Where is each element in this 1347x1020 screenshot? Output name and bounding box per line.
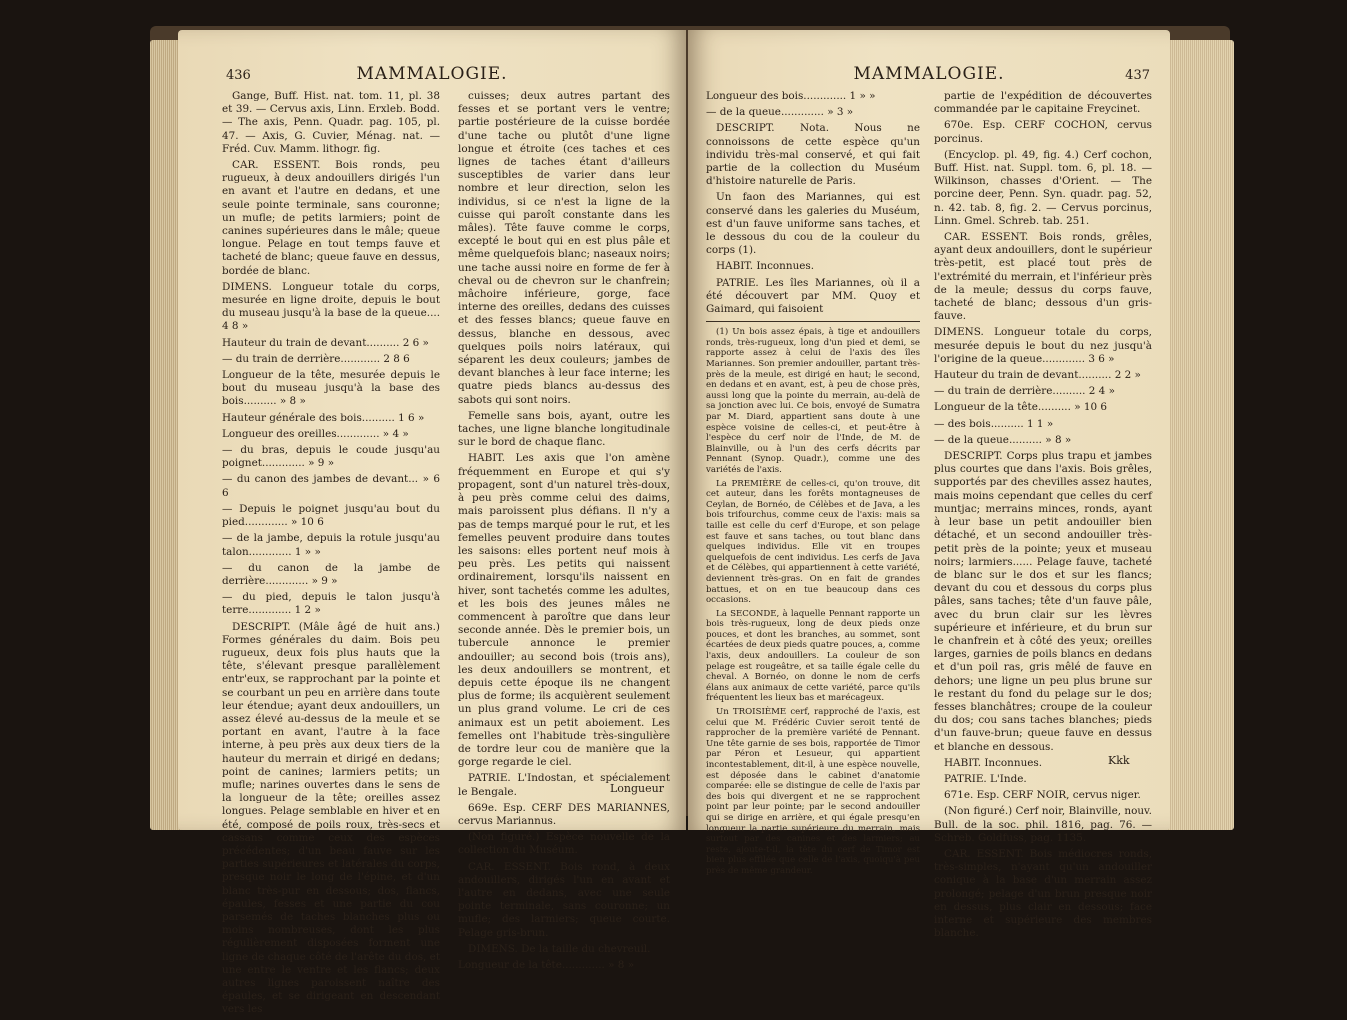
paragraph: 670e. Esp. CERF COCHON, cervus porcinus. <box>934 119 1152 145</box>
paragraph: partie de l'expédition de découvertes commandée par le capitaine Freycinet. <box>934 90 1152 116</box>
paragraph: Gange, Buff. Hist. nat. tom. 11, pl. 38 et 39. — Cervus axis, Linn. Erxleb. Bodd. — The axis, Penn. Quadr. pag. 105, pl. 47. — Axis, G. Cuvier, Ménag. nat. — Fréd. Cuv. Mamm. lithogr. fig. <box>222 90 440 155</box>
paragraph: cuisses; deux autres partant des fesses et se portant vers le ventre; partie postérieure de la cuisse bordée d'une tache ou plutôt d'une ligne longue et étroite (ces taches et ces lignes de taches étant d'ailleurs susceptibles de varier dans leur nombre et leur direction, selon les individus, si ce n'est la ligne de la cuisse qui paroît constante dans les mâles). Tête fauve comme le corps, excepté le bout qui en est plus pâle et même quelquefois blanc; naseaux noirs; une tache aussi noire en forme de fer à cheval ou de chevron sur le chanfrein; mâchoire inférieure, gorge, face interne des oreilles, dedans des cuisses et des fesses blancs; queue fauve en dessus, blanche en dessous, avec quelques poils noirs latéraux, qui séparent les deux couleurs; jambes de devant blanches à leur face interne; les quatre pieds blancs au-dessus des sabots qui sont noirs. <box>458 90 670 406</box>
left-column-2 <box>458 90 670 975</box>
right-page <box>688 30 1170 940</box>
paragraph: — de la queue............. » 3 » <box>706 106 854 119</box>
paragraph: — de la queue.......... » 8 » <box>934 433 1072 446</box>
paragraph: CAR. ESSENT. Bois médiocres ronds, très-simples, n'ayant qu'un andouiller conique à la base d'un merrain assez prolongé; pelage d'un brun presque noir en dessus, plus clair en dessous; face interne et supérieure des membres blanche. <box>934 847 1152 940</box>
paragraph: — de la jambe, depuis la rotule jusqu'au talon............. 1 » » <box>222 532 440 558</box>
paragraph: — des bois.......... 1 1 » <box>934 417 1054 430</box>
footnote-paragraph: (1) Un bois assez épais, à tige et andouillers ronds, très-rugueux, long d'un pied et demi, se rapporte assez à celui de l'axis des îles Mariannes. Son premier andouiller, partant très-près de la meule, est dirigé en haut; le second, en dedans et en avant, est, à peu de chose près, aussi long que la pointe du merrain, au-delà de sa jonction avec lui. Ce bois, envoyé de Sumatra par M. Diard, appartient sans doute à une espèce voisine de celles-ci, et peut-être à l'espèce du cerf noir de l'Inde, de M. de Blainville, ou à l'un des cerfs décrits par Pennant (Synop. Quadr.), comme une des variétés de l'axis. <box>706 327 920 475</box>
footnote-paragraph: La PREMIÈRE de celles-ci, qu'on trouve, dit cet auteur, dans les forêts montagneuses de Ceylan, de Bornéo, de Célèbes et de Java, a les bois trifourchus, comme ceux de l'axis: mais sa taille est celle du cerf d'Europe, et son pelage est fauve et sans taches, ou tout blanc dans quelques individus. Elle vit en troupes quelquefois de cent individus. Les cerfs de Java et de Célèbes, qui appartiennent à cette variété, deviennent très-gras. On en fait de grandes battues, et on en tue beaucoup dans ces occasions. <box>706 478 920 606</box>
paragraph: — du train de derrière............ 2 8 6 <box>222 352 410 365</box>
paragraph: — du canon des jambes de devant... » 6 6 <box>222 473 440 499</box>
paragraph: Hauteur du train de devant.......... 2 2 » <box>934 369 1141 382</box>
paragraph: HABIT. Inconnues. <box>944 756 1043 769</box>
paragraph: — Depuis le poignet jusqu'au bout du pied............. » 10 6 <box>222 502 440 529</box>
paragraph: DESCRIPT. Nota. Nous ne connoissons de cette espèce qu'un individu très-mal conservé, et qui fait partie de la collection du Muséum d'histoire naturelle de Paris. <box>706 122 920 188</box>
footnote <box>706 327 920 876</box>
running-head: MAMMALOGIE. <box>853 64 1005 84</box>
paragraph: PATRIE. Les îles Mariannes, où il a été découvert par MM. Quoy et Gaimard, qui faisoient <box>706 276 920 316</box>
paragraph: CAR. ESSENT. Bois ronds, grêles, ayant deux andouillers, dont le supérieur très-petit, est placé tout près de l'extrémité du merrain, et l'inférieur près de la meule; dessus du corps fauve, tacheté de blanc; dessous d'un gris-fauve. <box>934 231 1153 323</box>
paragraph: HABIT. Inconnues. <box>716 260 815 273</box>
left-page <box>178 30 686 1016</box>
right-column-2 <box>934 90 1152 943</box>
paragraph: (Non figuré.) Cerf noir, Blainville, nouv. Bull. de la soc. phil. 1816, pag. 76. — Schreb. Goldfuss, pag. 1135. <box>934 805 1152 844</box>
paragraph: Longueur des bois............. 1 » » <box>706 90 876 102</box>
paragraph: Hauteur générale des bois.......... 1 6 » <box>222 411 425 424</box>
page-number: 436 <box>226 68 251 83</box>
paragraph: PATRIE. L'Indostan, et spécialement le Bengale. <box>458 772 670 798</box>
paragraph: Femelle sans bois, ayant, outre les taches, une ligne blanche longitudinale sur le bord de chaque flanc. <box>458 409 670 449</box>
footnote-rule <box>706 321 920 322</box>
paragraph: 669e. Esp. CERF DES MARIANNES, cervus Mariannus. <box>458 801 670 827</box>
paragraph: — du pied, depuis le talon jusqu'à terre............. 1 2 » <box>222 591 440 617</box>
running-head: MAMMALOGIE. <box>356 64 508 84</box>
paragraph: — du canon de la jambe de derrière............. » 9 » <box>222 561 440 587</box>
paragraph: HABIT. Les axis que l'on amène fréquemment en Europe et qui s'y propagent, sont d'un naturel très-doux, à peu près comme celui des daims, mais paroissent plus défians. Il n'y a pas de temps marqué pour le rut, et les femelles peuvent produire dans toutes les saisons: elles portent neuf mois à peu près. Les petits qui naissent ordinairement, lorsqu'ils naissent en hiver, sont tachetés comme les adultes, et les bois des jeunes mâles ne commencent à paroître que dans leur seconde année. Dès le premier bois, un tubercule annonce le premier andouiller; au second bois (trois ans), les deux andouillers se montrent, et depuis cette époque ils ne changent plus de forme; ils acquièrent seulement un plus grand volume. Le cri de ces animaux est un petit aboiement. Les femelles ont l'habitude très-singulière de tordre leur cou de manière que la gorge regarde le ciel. <box>458 452 670 769</box>
paragraph: (Encyclop. pl. 49, fig. 4.) Cerf cochon, Buff. Hist. nat. Suppl. tom. 6, pl. 18. — Wilkinson, chasses d'Orient. — The porcine deer, Penn. Syn. quadr. pag. 52, n. 42. tab. 8, fig. 2. — Cervus porcinus, Linn. Gmel. Schreb. tab. 251. <box>934 148 1152 227</box>
paragraph: CAR. ESSENT. Bois rond, à deux andouillers, dirigés l'un en avant et l'autre en dedans, avec une seule pointe terminale, sans couronne; un mufle; des larmiers; queue courte. Pelage gris-brun. <box>458 860 670 939</box>
paragraph: — du bras, depuis le coude jusqu'au poignet............. » 9 » <box>222 444 440 470</box>
paragraph: DESCRIPT. Corps plus trapu et jambes plus courtes que dans l'axis. Bois grêles, supportés par des chevilles assez hautes, mais moins cependant que celles du cerf muntjac; merrains minces, ronds, ayant à leur base un petit andouiller bien détaché, et un second andouiller très-petit près de la pointe; yeux et museau noirs; larmiers...... Pelage fauve, tacheté de blanc sur le dos et sur les flancs; devant du cou et dessous du corps plus pâles, sans taches; tête d'un fauve pâle, avec du brun clair sur les lèvres supérieure et inférieure, et du brun sur le chanfrein et à côté des yeux; oreilles larges, garnies de poils blancs en dedans et d'un poil ras, gris mêlé de fauve en dehors; une ligne un peu plus brune sur le restant du fond du pelage sur le dos; fesses blanchâtres; croupe de la couleur du dos; cou sans taches blanches; pieds d'un fauve-brun; queue fauve en dessus et blanche en dessous. <box>934 450 1152 753</box>
right-column-1 <box>706 90 920 880</box>
signature-mark: Kkk <box>1108 754 1130 767</box>
paragraph: Hauteur du train de devant.......... 2 6 » <box>222 336 429 349</box>
paragraph: Longueur des oreilles............. » 4 » <box>222 427 409 440</box>
paragraph: Longueur de la tête, mesurée depuis le bout du museau jusqu'à la base des bois.......... » 8 » <box>222 369 440 408</box>
paragraph: — du train de derrière.......... 2 4 » <box>934 385 1115 398</box>
paragraph: 671e. Esp. CERF NOIR, cervus niger. <box>944 789 1141 802</box>
page-edges-right <box>1166 40 1234 830</box>
paragraph: Un faon des Mariannes, qui est conservé dans les galeries du Muséum, est d'un fauve uniforme sans taches, et le dessous du cou de la couleur du corps (1). <box>706 191 920 257</box>
paragraph: (Non figuré.) Espèce nouvelle de la collection du Muséum. <box>458 831 670 857</box>
footnote-paragraph: Un TROISIÈME cerf, rapproché de l'axis, est celui que M. Frédéric Cuvier seroit tenté de rapprocher de la première variété de Pennant. Une tête garnie de ses bois, rapportée de Timor par Péron et Lesueur, qui appartient incontestablement, dit-il, à une espèce nouvelle, est déposée dans le cabinet d'anatomie comparée: elle se distingue de celle de l'axis par des bois qui divergent et ne se rapprochent point par leur pointe; par le second andouiller qui se dirige en arrière, et qui égale presqu'en longueur la partie supérieure du merrain, mais surtout par des canines et des larmiers; au reste, ajoute-t-il, la tête du cerf de Timor est bien plus effilée que celle de l'axis, quoiqu'à peu près de même grandeur. <box>706 707 920 876</box>
paragraph: Longueur de la tête.......... » 10 6 <box>934 401 1108 414</box>
page-number: 437 <box>1125 68 1150 83</box>
paragraph: PATRIE. L'Inde. <box>944 772 1027 785</box>
paragraph: DIMENS. Longueur totale du corps, mesurée depuis le bout du nez jusqu'à l'origine de la queue............. 3 6 » <box>934 326 1152 365</box>
paragraph: DIMENS. De la taille du chevreuil. <box>468 942 651 955</box>
paragraph: Longueur de la tête............. » 8 » <box>458 959 635 971</box>
catchword: Longueur <box>610 782 664 795</box>
paragraph: CAR. ESSENT. Bois ronds, peu rugueux, à deux andouillers dirigés l'un en avant et l'autre en dedans, et une seule pointe terminale, sans couronne; un mufle; de petits larmiers; point de canines supérieures dans le mâle; queue longue. Pelage en tout temps fauve et tacheté de blanc; queue fauve en dessus, bordée de blanc. <box>222 159 440 277</box>
paragraph: DIMENS. Longueur totale du corps, mesurée en ligne droite, depuis le bout du museau jusqu'à la base de la queue.... 4 8 » <box>222 280 440 333</box>
footnote-paragraph: La SECONDE, à laquelle Pennant rapporte un bois très-rugueux, long de deux pieds onze pouces, et dont les branches, au sommet, sont écartées de deux pieds quatre pouces, a, comme l'axis, deux andouillers. La couleur de son pelage est rougeâtre, et sa taille égale celle du cheval. A Bornéo, on donne le nom de cerfs élans aux animaux de cette variété, parce qu'ils fréquentent les lieux bas et marécageux. <box>706 608 920 704</box>
left-column-1 <box>222 90 440 1020</box>
paragraph: DESCRIPT. (Mâle âgé de huit ans.) Formes générales du daim. Bois peu rugueux, deux fois plus hauts que la tête, s'élevant presque parallèlement entr'eux, se rapprochant par la pointe et se courbant un peu en arrière dans toute leur étendue; ayant deux andouillers, un assez élevé au-dessus de la meule et se portant en avant, l'autre à la face interne, à peu près aux deux tiers de la hauteur du merrain et dirigé en dedans; point de canines; larmiers petits; un mufle; narines ouvertes dans le sens de la longueur de la tête; oreilles assez longues. Pelage semblable en hiver et en été, composé de poils roux, très-secs et cassans comme ceux des espèces précédentes; d'un beau fauve sur les parties supérieures et latérales du corps, presque noir le long de l'épine, et d'un blanc très-pur en dessous; dos, flancs, épaules, fesses et une partie du cou parsemés de taches blanches plus ou moins nombreuses, dont les plus régulièrement disposées forment une ligne de chaque côté de l'arête du dos, et une entre le ventre et les flancs; deux autres lignes paroissent naître des épaules, et se dirigeant en descendant vers les <box>222 620 440 1016</box>
